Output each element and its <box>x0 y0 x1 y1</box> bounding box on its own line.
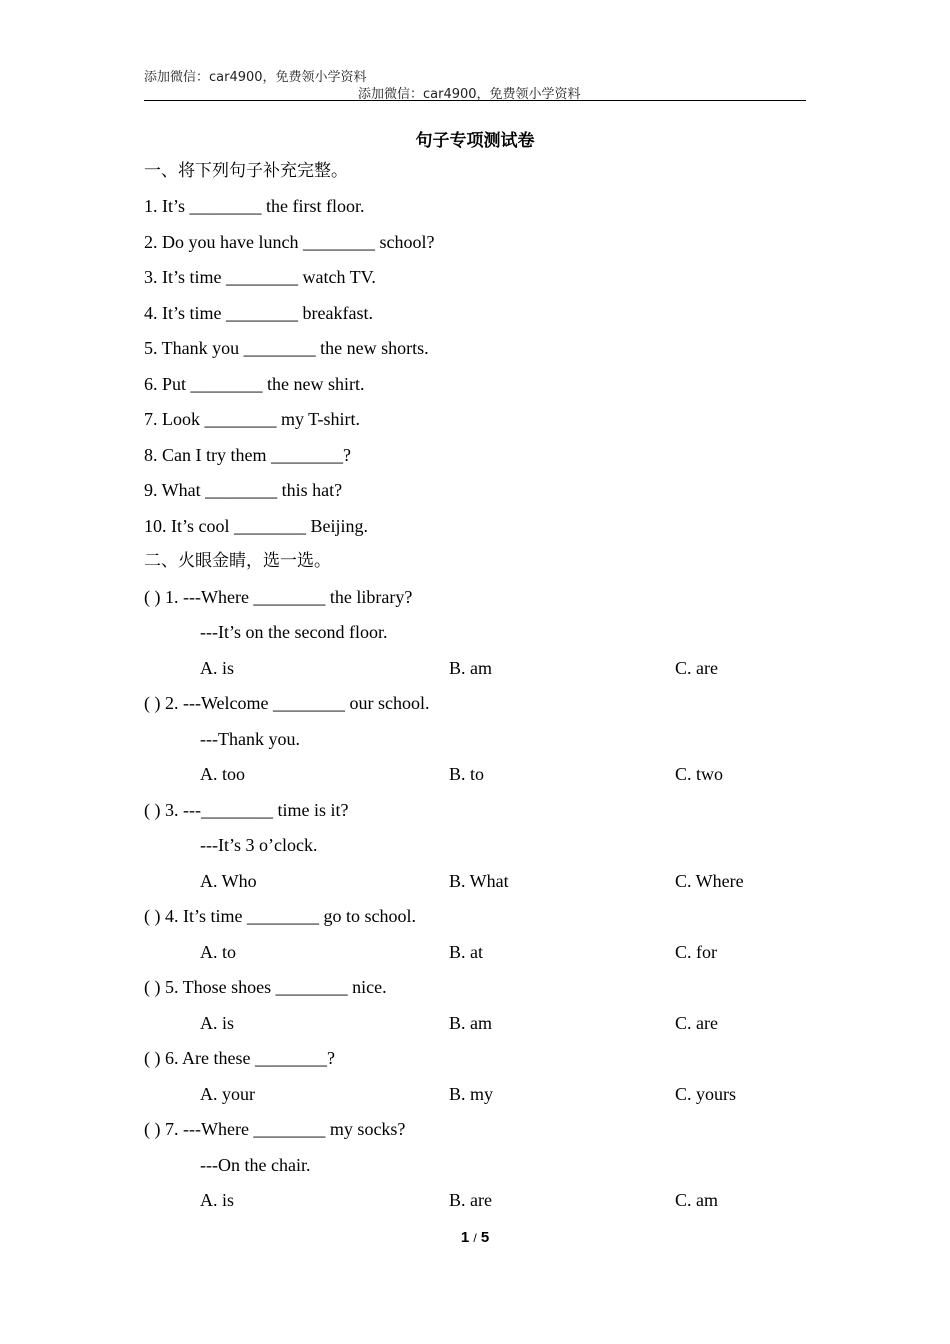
page-separator: / <box>473 1231 477 1245</box>
header-rule <box>144 100 806 101</box>
fill-item-3: 3. It’s time ________ watch TV. <box>144 267 376 287</box>
fill-item-8: 8. Can I try them ________? <box>144 445 351 465</box>
fill-item-5: 5. Thank you ________ the new shorts. <box>144 338 429 358</box>
option-a: A. is <box>200 1013 235 1033</box>
fill-item-2: 2. Do you have lunch ________ school? <box>144 232 435 252</box>
watermark-line-2: 添加微信：car4900，免费领小学资料 <box>358 87 581 102</box>
option-a: A. your <box>200 1084 255 1104</box>
question-1-stem: ( ) 1. ---Where ________ the library? <box>144 587 413 607</box>
option-c: C. are <box>675 1013 718 1033</box>
section-2-heading: 二、火眼金睛，选一选。 <box>144 551 331 571</box>
fill-item-4: 4. It’s time ________ breakfast. <box>144 303 373 323</box>
option-b: B. What <box>449 871 509 891</box>
option-c: C. am <box>675 1190 718 1210</box>
fill-item-7: 7. Look ________ my T-shirt. <box>144 409 361 429</box>
watermark-line-1: 添加微信：car4900，免费领小学资料 <box>144 70 367 85</box>
option-b: B. am <box>449 1013 492 1033</box>
page-number <box>0 1229 950 1246</box>
fill-item-9: 9. What ________ this hat? <box>144 480 343 500</box>
fill-item-1: 1. It’s ________ the first floor. <box>144 196 365 216</box>
option-a: A. is <box>200 658 235 678</box>
question-3-reply: ---It’s 3 o’clock. <box>200 835 318 855</box>
question-2-stem: ( ) 2. ---Welcome ________ our school. <box>144 693 430 713</box>
question-6-stem: ( ) 6. Are these ________? <box>144 1048 335 1068</box>
current-page: 1 <box>460 1229 470 1246</box>
question-3-stem: ( ) 3. ---________ time is it? <box>144 800 349 820</box>
total-pages: 5 <box>480 1229 490 1246</box>
section-1-heading: 一、将下列句子补充完整。 <box>144 161 348 181</box>
question-7-stem: ( ) 7. ---Where ________ my socks? <box>144 1119 406 1139</box>
question-1-reply: ---It’s on the second floor. <box>200 622 388 642</box>
option-a: A. Who <box>200 871 257 891</box>
question-5-stem: ( ) 5. Those shoes ________ nice. <box>144 977 387 997</box>
option-b: B. at <box>449 942 483 962</box>
option-a: A. is <box>200 1190 235 1210</box>
option-c: C. are <box>675 658 718 678</box>
fill-item-6: 6. Put ________ the new shirt. <box>144 374 365 394</box>
question-4-stem: ( ) 4. It’s time ________ go to school. <box>144 906 416 926</box>
option-c: C. yours <box>675 1084 737 1104</box>
option-b: B. to <box>449 764 485 784</box>
page-title: 句子专项测试卷 <box>415 131 535 151</box>
option-a: A. too <box>200 764 245 784</box>
option-c: C. Where <box>675 871 744 891</box>
option-c: C. two <box>675 764 724 784</box>
option-b: B. am <box>449 658 492 678</box>
option-b: B. are <box>449 1190 492 1210</box>
fill-item-10: 10. It’s cool ________ Beijing. <box>144 516 368 536</box>
option-a: A. to <box>200 942 236 962</box>
question-7-reply: ---On the chair. <box>200 1155 311 1175</box>
question-2-reply: ---Thank you. <box>200 729 300 749</box>
option-b: B. my <box>449 1084 494 1104</box>
option-c: C. for <box>675 942 717 962</box>
